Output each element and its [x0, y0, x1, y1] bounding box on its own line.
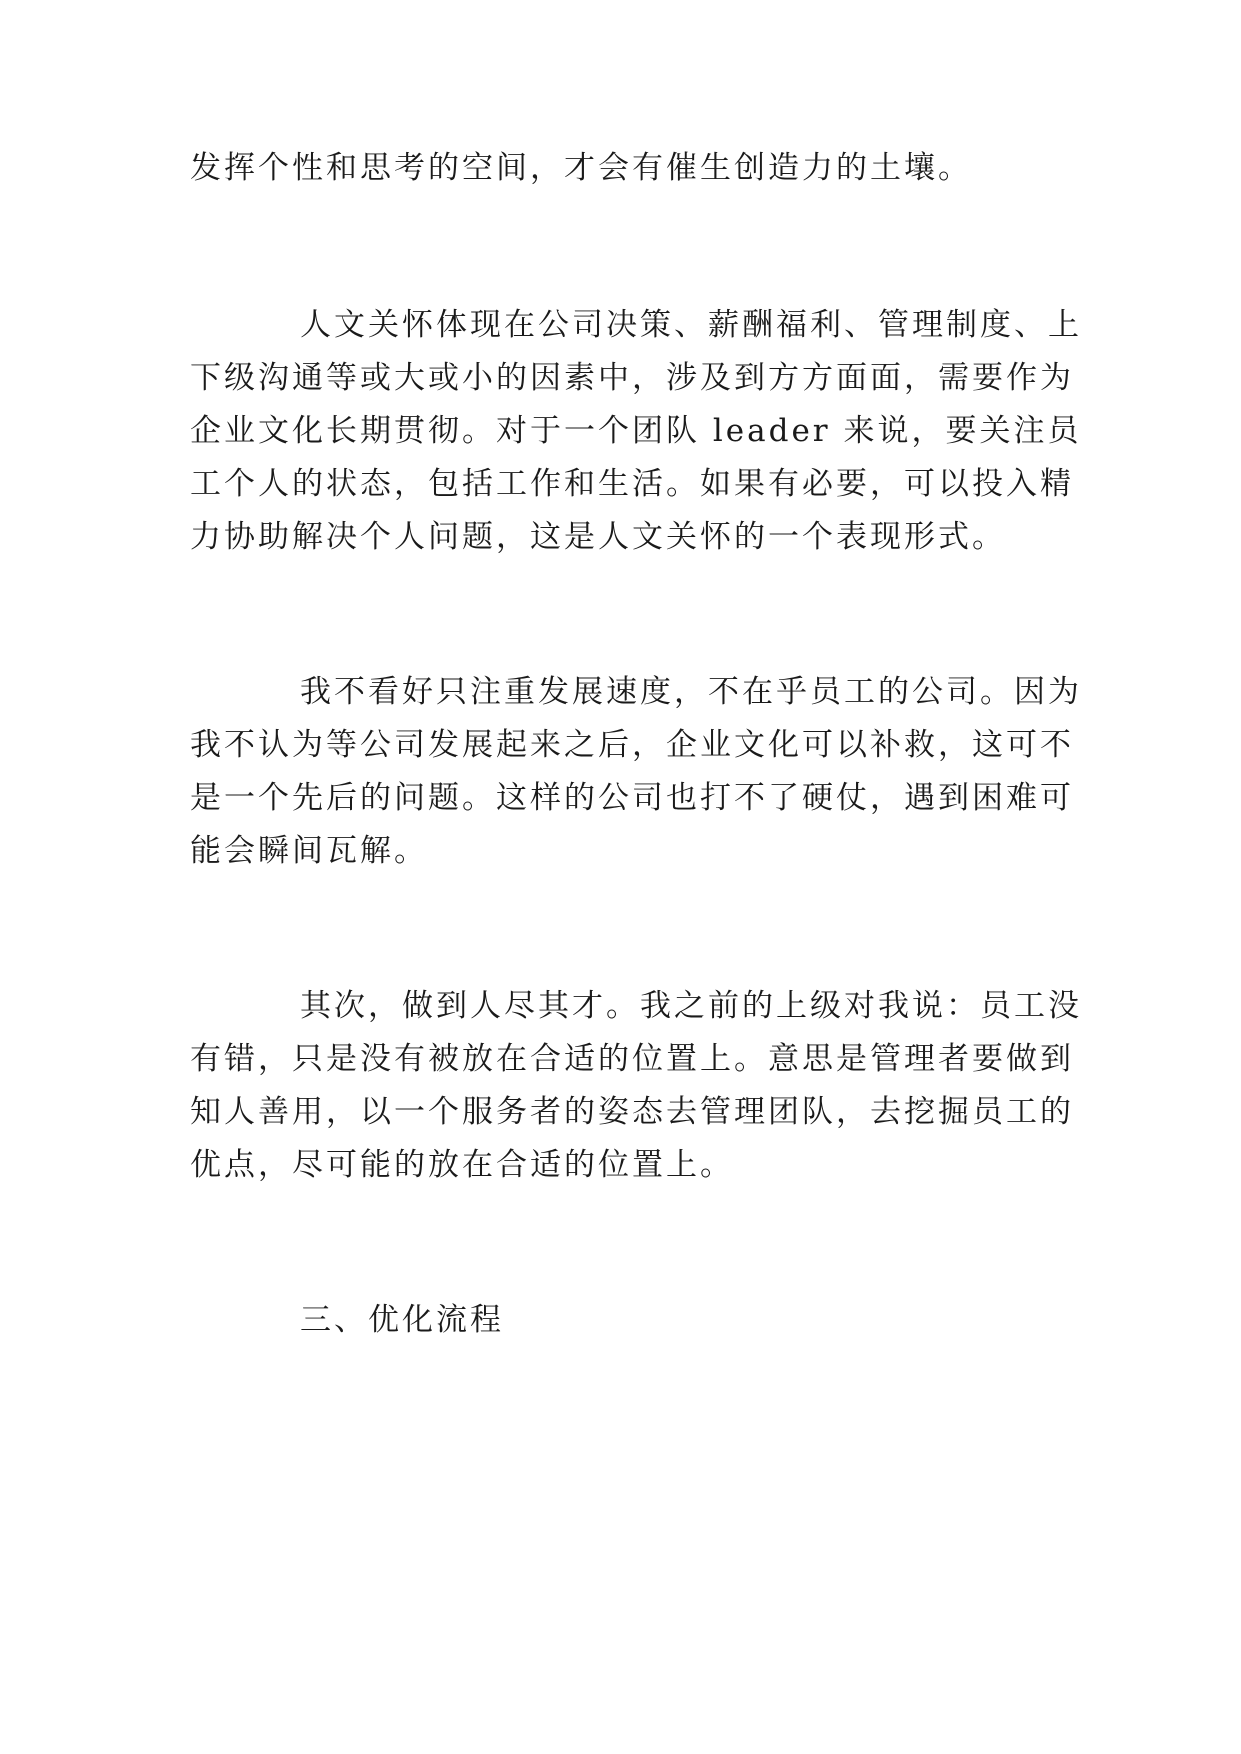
paragraph-2-line-1: 人文关怀体现在公司决策、薪酬福利、管理制度、上 [300, 307, 1082, 343]
paragraph-4-line-1: 其次，做到人尽其才。我之前的上级对我说：员工没 [300, 988, 1082, 1024]
paragraph-4-line-2: 有错，只是没有被放在合适的位置上。意思是管理者要做到 [190, 1041, 1074, 1077]
paragraph-3-line-3: 是一个先后的问题。这样的公司也打不了硬仗，遇到困难可 [190, 780, 1074, 816]
paragraph-2-line-5: 力协助解决个人问题，这是人文关怀的一个表现形式。 [190, 519, 1006, 555]
paragraph-2-line-2: 下级沟通等或大或小的因素中，涉及到方方面面，需要作为 [190, 360, 1074, 396]
paragraph-2-line-4: 工个人的状态，包括工作和生活。如果有必要，可以投入精 [190, 466, 1074, 502]
paragraph-4-line-4: 优点，尽可能的放在合适的位置上。 [190, 1147, 734, 1183]
paragraph-3-line-1: 我不看好只注重发展速度，不在乎员工的公司。因为 [300, 674, 1082, 710]
paragraph-4-line-3: 知人善用，以一个服务者的姿态去管理团队，去挖掘员工的 [190, 1094, 1074, 1130]
paragraph-3-line-2: 我不认为等公司发展起来之后，企业文化可以补救，这可不 [190, 727, 1074, 763]
paragraph-2-line-3: 企业文化长期贯彻。对于一个团队 leader 来说，要关注员 [190, 413, 1082, 449]
paragraph-3-line-4: 能会瞬间瓦解。 [190, 833, 428, 869]
section-heading: 三、优化流程 [300, 1302, 504, 1338]
paragraph-1-line-1: 发挥个性和思考的空间，才会有催生创造力的土壤。 [190, 150, 972, 186]
